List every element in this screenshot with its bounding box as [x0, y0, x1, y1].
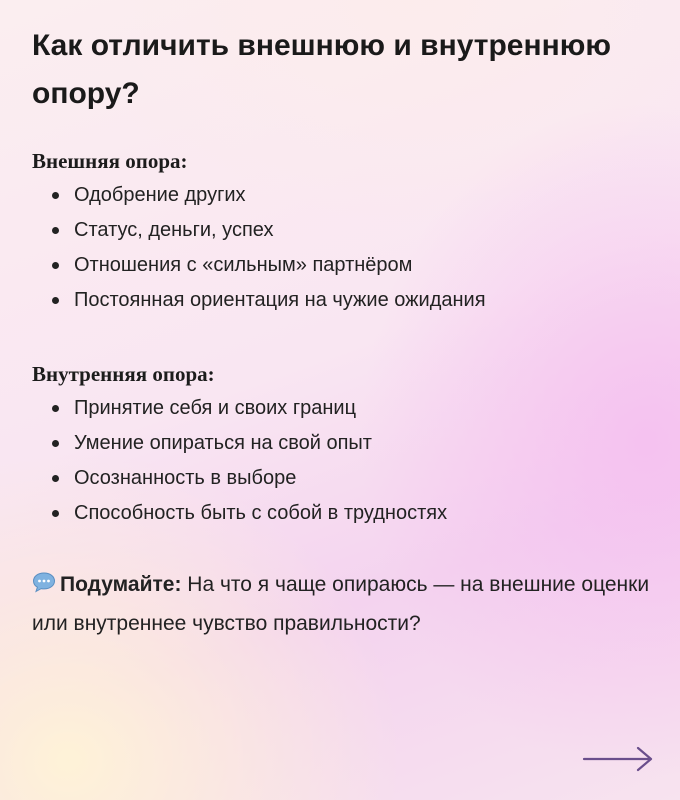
list-item: Умение опираться на свой опыт	[32, 426, 652, 461]
list-item: Постоянная ориентация на чужие ожидания	[32, 283, 652, 318]
bullet-icon	[52, 297, 59, 304]
bullet-icon	[52, 440, 59, 447]
next-slide-button[interactable]	[582, 744, 654, 774]
reflection-label: Подумайте:	[60, 573, 182, 596]
list-item: Способность быть с собой в трудностях	[32, 496, 652, 531]
internal-support-heading: Внутренняя опора:	[32, 362, 215, 386]
reflection-text: На что я чаще опираюсь — на внешние оценки или внутреннее чувство правильности?	[32, 573, 650, 635]
list-item: Принятие себя и своих границ	[32, 391, 652, 426]
speech-bubble-icon	[32, 568, 56, 605]
bullet-icon	[52, 475, 59, 482]
external-support-heading: Внешняя опора:	[32, 149, 188, 173]
bullet-icon	[52, 405, 59, 412]
list-item: Одобрение других	[32, 178, 652, 213]
arrow-right-icon	[582, 744, 654, 774]
bullet-icon	[52, 227, 59, 234]
page-title: Как отличить внешнюю и внутреннюю опору?	[32, 29, 611, 110]
bullet-icon	[52, 262, 59, 269]
external-support-list	[32, 178, 652, 318]
list-item: Отношения с «сильным» партнёром	[32, 248, 652, 283]
reflection-prompt	[32, 566, 662, 642]
internal-support-section	[32, 359, 652, 531]
bullet-icon	[52, 192, 59, 199]
list-item: Статус, деньги, успех	[32, 213, 652, 248]
list-item: Осознанность в выборе	[32, 461, 652, 496]
external-support-section	[32, 146, 652, 318]
internal-support-list	[32, 391, 652, 531]
bullet-icon	[52, 510, 59, 517]
